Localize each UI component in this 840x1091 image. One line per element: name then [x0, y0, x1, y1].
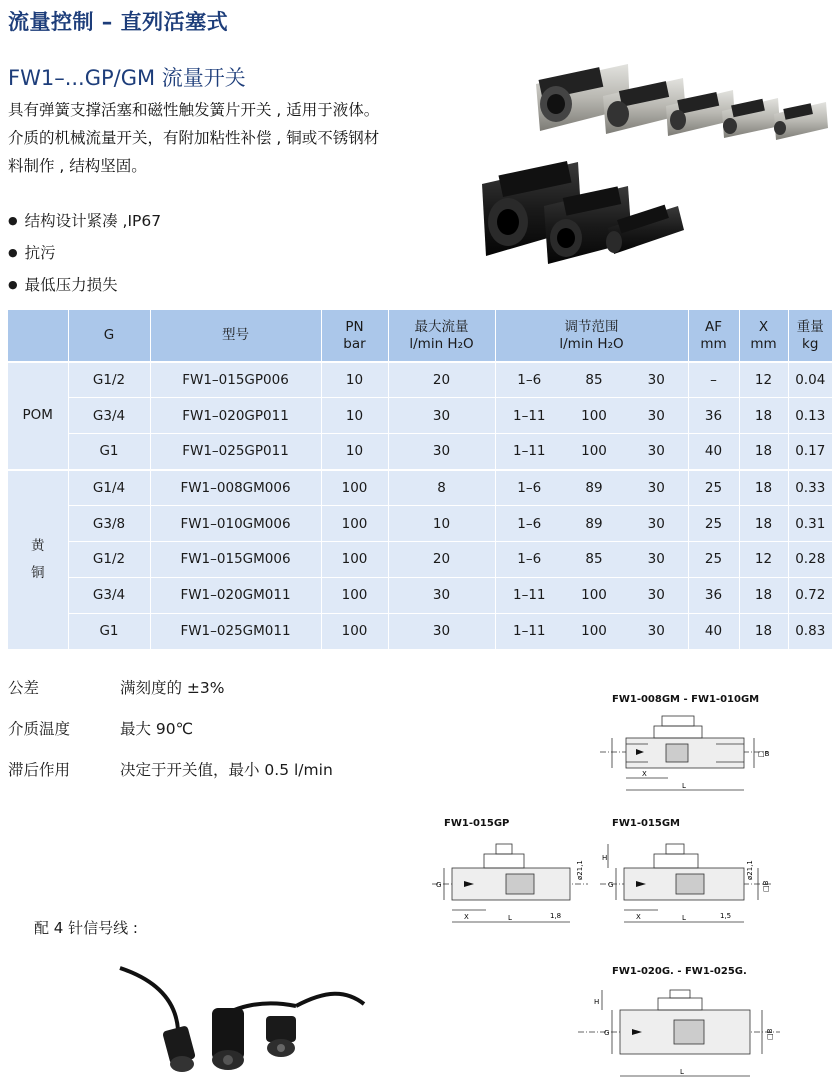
table-row — [8, 362, 832, 398]
dim-dia: ø21,1 — [576, 860, 584, 880]
header-range: 调节范围 l/min H₂O — [495, 310, 688, 362]
material-brass: 黄 铜 — [8, 470, 68, 649]
drawing-fw1-020g — [576, 980, 782, 1088]
param-label: 介质温度 — [8, 720, 71, 738]
cell-x: 18 — [739, 470, 788, 506]
cell-flow: 30 — [388, 398, 495, 434]
dim-dia: ø21,1 — [746, 860, 754, 880]
dim-b: □B — [758, 750, 770, 758]
cell-g: G1 — [68, 613, 150, 649]
drawing-fw1-015gm — [598, 830, 774, 930]
table-row — [8, 577, 832, 613]
cell-range-2: 100 — [563, 613, 625, 649]
cell-pn: 100 — [321, 506, 388, 542]
spec-table — [8, 310, 832, 649]
cell-x: 18 — [739, 577, 788, 613]
cell-range-3: 30 — [625, 506, 688, 542]
cell-pn: 10 — [321, 398, 388, 434]
header-max-flow: 最大流量 l/min H₂O — [388, 310, 495, 362]
dim-g: G — [608, 881, 614, 889]
cell-x: 18 — [739, 506, 788, 542]
cell-range-2: 100 — [563, 434, 625, 470]
cell-range-2: 100 — [563, 577, 625, 613]
dim-x: X — [636, 913, 641, 921]
connector-socket — [212, 1008, 244, 1070]
cell-g: G3/8 — [68, 506, 150, 542]
table-row — [8, 613, 832, 649]
drawing-title: FW1-008GM - FW1-010GM — [612, 694, 760, 705]
cell-model: FW1–025GP011 — [150, 434, 321, 470]
param-label: 滞后作用 — [8, 761, 71, 779]
cell-model: FW1–025GM011 — [150, 613, 321, 649]
cell-pn: 10 — [321, 434, 388, 470]
cell-af: 36 — [688, 398, 739, 434]
cell-range-3: 30 — [625, 470, 688, 506]
drawing-fw1-008gm — [596, 708, 772, 798]
cell-range: 1–11 — [495, 613, 563, 649]
cell-flow: 30 — [388, 613, 495, 649]
cell-range-3: 30 — [625, 362, 688, 398]
cell-pn: 100 — [321, 577, 388, 613]
feature-item: ● 最低压力损失 — [8, 269, 161, 301]
cell-g: G3/4 — [68, 398, 150, 434]
header-x: X mm — [739, 310, 788, 362]
product-photo — [478, 56, 834, 274]
cell-range: 1–6 — [495, 470, 563, 506]
cell-pn: 100 — [321, 470, 388, 506]
dim-1-8: 1,8 — [550, 912, 562, 920]
cell-weight: 0.13 — [788, 398, 832, 434]
cell-flow: 30 — [388, 434, 495, 470]
cell-g: G1/2 — [68, 362, 150, 398]
cell-model: FW1–015GM006 — [150, 541, 321, 577]
cell-flow: 20 — [388, 362, 495, 398]
dim-l: L — [682, 782, 686, 790]
cell-weight: 0.33 — [788, 470, 832, 506]
cable-photo — [116, 960, 366, 1080]
cell-af: 36 — [688, 577, 739, 613]
product-description: 具有弹簧支撑活塞和磁性触发簧片开关 , 适用于液体。介质的机械流量开关，有附加粘性补偿 , 铜或不锈钢材料制作 , 结构坚固。 — [8, 101, 380, 175]
table-header-row — [8, 310, 832, 362]
cell-pn: 10 — [321, 362, 388, 398]
dim-h: H — [602, 854, 608, 862]
cell-range-3: 30 — [625, 434, 688, 470]
cell-flow: 20 — [388, 541, 495, 577]
param-value: 最大 90℃ — [120, 720, 194, 738]
param-label: 公差 — [8, 679, 40, 697]
cell-range: 1–6 — [495, 506, 563, 542]
feature-item: ● 结构设计紧凑 ,IP67 — [8, 205, 161, 237]
header-weight: 重量 kg — [788, 310, 832, 362]
param-value: 决定于开关值，最小 0.5 l/min — [120, 761, 333, 779]
cell-af: 25 — [688, 470, 739, 506]
cell-range: 1–6 — [495, 541, 563, 577]
cell-range-3: 30 — [625, 541, 688, 577]
drawing-fw1-015gp — [430, 830, 590, 930]
cell-x: 12 — [739, 362, 788, 398]
cell-x: 18 — [739, 398, 788, 434]
cell-range-2: 85 — [563, 541, 625, 577]
cell-model: FW1–020GM011 — [150, 577, 321, 613]
cell-af: – — [688, 362, 739, 398]
feature-list — [8, 205, 161, 301]
cell-weight: 0.04 — [788, 362, 832, 398]
cell-weight: 0.28 — [788, 541, 832, 577]
header-pn: PN bar — [321, 310, 388, 362]
drawing-title: FW1-015GP — [444, 818, 510, 829]
cell-range-2: 89 — [563, 470, 625, 506]
param-hysteresis — [8, 758, 333, 799]
param-tolerance — [8, 676, 333, 717]
table-row — [8, 398, 832, 434]
feature-item: ● 抗污 — [8, 237, 161, 269]
table-row — [8, 434, 832, 470]
dim-l: L — [680, 1068, 684, 1076]
cell-flow: 10 — [388, 506, 495, 542]
cell-x: 12 — [739, 541, 788, 577]
dim-l: L — [682, 914, 686, 922]
cell-weight: 0.72 — [788, 577, 832, 613]
cell-af: 25 — [688, 541, 739, 577]
cell-flow: 8 — [388, 470, 495, 506]
param-temperature — [8, 717, 333, 758]
cable-label: 配 4 针信号线 : — [34, 919, 138, 937]
cell-af: 40 — [688, 613, 739, 649]
cell-range-3: 30 — [625, 577, 688, 613]
connector-angled-female — [266, 1016, 296, 1057]
dim-1-5: 1,5 — [720, 912, 732, 920]
drawing-title: FW1-015GM — [612, 818, 681, 829]
brass-switch-xxs — [774, 102, 828, 140]
dim-b: □B — [762, 880, 770, 892]
dim-x: X — [642, 770, 647, 778]
dim-b: □B — [766, 1028, 774, 1040]
dim-g: G — [604, 1029, 610, 1037]
cell-pn: 100 — [321, 613, 388, 649]
cell-model: FW1–020GP011 — [150, 398, 321, 434]
cell-weight: 0.31 — [788, 506, 832, 542]
dim-h: H — [594, 998, 600, 1006]
cell-range-3: 30 — [625, 613, 688, 649]
cell-model: FW1–008GM006 — [150, 470, 321, 506]
connector-straight-female — [162, 1025, 196, 1072]
drawing-title: FW1-020G. - FW1-025G. — [612, 966, 747, 977]
cell-af: 25 — [688, 506, 739, 542]
header-g: G — [68, 310, 150, 362]
cell-flow: 30 — [388, 577, 495, 613]
cell-range-2: 100 — [563, 398, 625, 434]
table-row — [8, 506, 832, 542]
product-title: FW1–...GP/GM 流量开关 — [8, 66, 246, 90]
dim-g: G — [436, 881, 442, 889]
material-pom: POM — [8, 362, 68, 470]
cell-g: G3/4 — [68, 577, 150, 613]
cell-af: 40 — [688, 434, 739, 470]
cell-g: G1/4 — [68, 470, 150, 506]
cell-model: FW1–015GP006 — [150, 362, 321, 398]
cell-range-2: 89 — [563, 506, 625, 542]
param-value: 满刻度的 ±3% — [120, 679, 225, 697]
cell-range: 1–11 — [495, 398, 563, 434]
cell-range: 1–11 — [495, 434, 563, 470]
cell-range: 1–6 — [495, 362, 563, 398]
cell-x: 18 — [739, 434, 788, 470]
cell-pn: 100 — [321, 541, 388, 577]
cell-weight: 0.83 — [788, 613, 832, 649]
header-model: 型号 — [150, 310, 321, 362]
table-row — [8, 541, 832, 577]
cell-weight: 0.17 — [788, 434, 832, 470]
cell-g: G1 — [68, 434, 150, 470]
cell-g: G1/2 — [68, 541, 150, 577]
page-title: 流量控制 – 直列活塞式 — [8, 10, 229, 34]
parameter-list — [8, 676, 333, 799]
header-af: AF mm — [688, 310, 739, 362]
cell-x: 18 — [739, 613, 788, 649]
header-material — [8, 310, 68, 362]
cell-range-2: 85 — [563, 362, 625, 398]
table-row — [8, 470, 832, 506]
cell-model: FW1–010GM006 — [150, 506, 321, 542]
dim-l: L — [508, 914, 512, 922]
cell-range-3: 30 — [625, 398, 688, 434]
cell-range: 1–11 — [495, 577, 563, 613]
dim-x: X — [464, 913, 469, 921]
